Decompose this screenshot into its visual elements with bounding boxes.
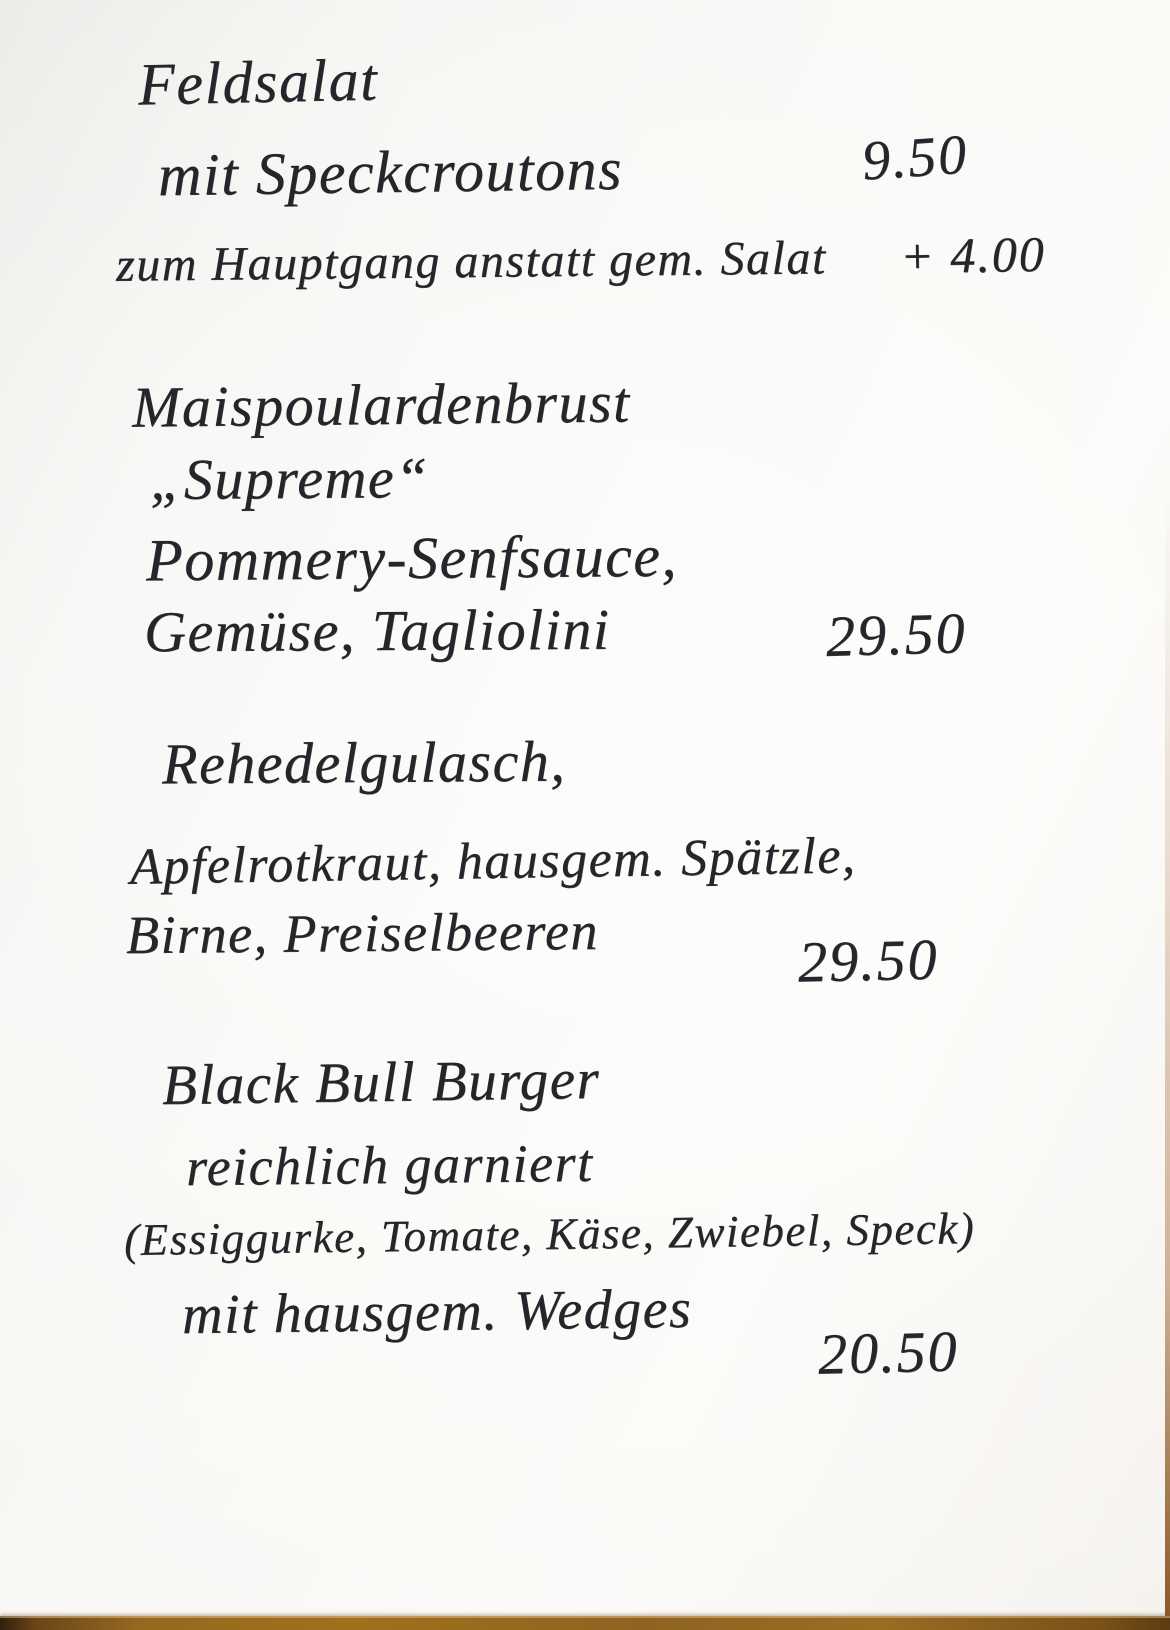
paper-edge-shadow — [1165, 480, 1170, 1618]
menu-item-detail: mit Speckcroutons — [157, 135, 624, 209]
menu-item-price: 20.50 — [817, 1318, 960, 1387]
menu-upsell-price: + 4.00 — [899, 225, 1047, 285]
menu-item-detail: Pommery-Senfsauce, — [145, 522, 679, 594]
menu-item-title: Maispoulardenbrust — [131, 369, 631, 440]
menu-item-price: 29.50 — [825, 600, 968, 669]
menu-item-price: 29.50 — [797, 926, 940, 995]
menu-item-detail: Gemüse, Tagliolini — [143, 596, 611, 665]
menu-item-title: Feldsalat — [137, 46, 379, 118]
menu-item-title: Black Bull Burger — [161, 1047, 601, 1118]
menu-item-detail: „Supreme“ — [149, 445, 430, 512]
menu-item-detail: mit hausgem. Wedges — [181, 1277, 693, 1347]
menu-item-price: 9.50 — [859, 123, 971, 193]
menu-item-detail: Apfelrotkraut, hausgem. Spätzle, — [129, 827, 857, 896]
menu-item-detail: (Essiggurke, Tomate, Käse, Zwiebel, Speck) — [123, 1203, 976, 1265]
menu-item-title: Rehedelgulasch, — [161, 728, 567, 797]
table-edge — [0, 1616, 1170, 1630]
menu-item-detail: reichlich garniert — [185, 1132, 594, 1198]
menu-item-detail: Birne, Preiselbeeren — [125, 900, 600, 966]
menu-upsell-note: zum Hauptgang anstatt gem. Salat — [115, 231, 827, 292]
